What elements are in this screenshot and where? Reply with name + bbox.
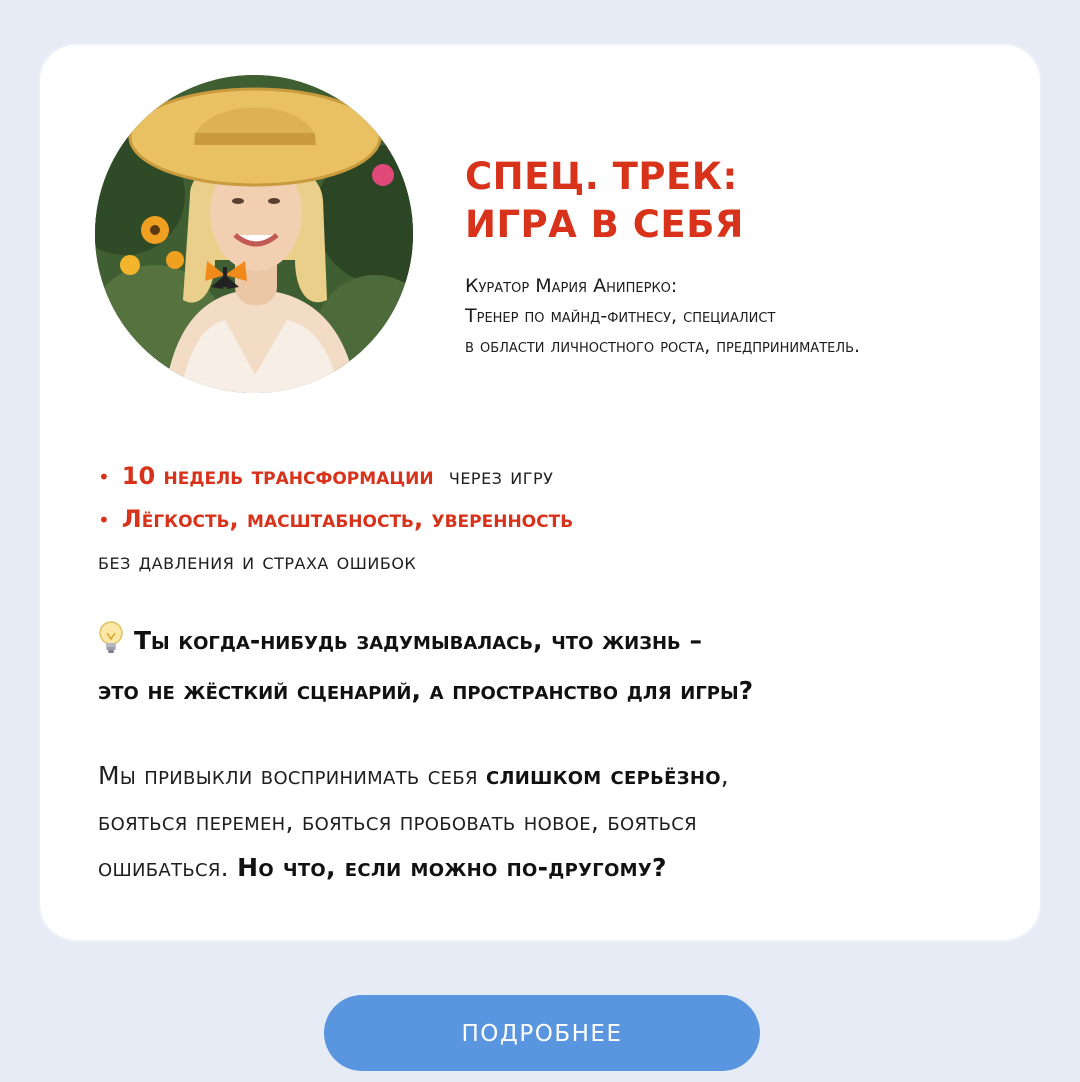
benefit-text: через игру — [448, 464, 554, 490]
paragraph-text: Мы привыкли воспринимать себя — [98, 761, 487, 790]
benefit-highlight: 10 недель трансформации — [121, 462, 434, 490]
curator-line-2: Тренер по майнд-фитнесу, специалист — [465, 305, 776, 327]
curator-line-3: в области личностного роста, предприниматель. — [465, 335, 861, 357]
benefit-item — [98, 498, 573, 541]
question-line-1 — [98, 619, 753, 669]
benefit-tail: без давления и страха ошибок — [98, 549, 417, 575]
track-title — [465, 153, 744, 249]
question-text-1: Ты когда-нибудь задумывалась, что жизнь – — [134, 626, 702, 655]
paragraph-line-3 — [98, 845, 729, 891]
curator-line-1: Куратор Мария Аниперко: — [465, 275, 678, 297]
track-title-line-2: ИГРА В СЕБЯ — [465, 203, 744, 246]
bullet-dot: • — [98, 508, 110, 532]
benefits-list — [98, 455, 573, 583]
curator-description — [465, 271, 860, 361]
paragraph-emphasis: слишком серьёзно — [486, 761, 721, 790]
paragraph-text: , — [720, 761, 730, 790]
benefit-highlight: Лёгкость, масштабность, уверенность — [121, 505, 574, 533]
paragraph-text: ошибаться. — [98, 853, 238, 882]
benefit-item — [98, 455, 573, 498]
curator-photo — [95, 75, 413, 393]
question-text-2: это не жёсткий сценарий, а пространство для игры? — [98, 676, 754, 705]
content-card — [40, 45, 1040, 940]
bullet-dot: • — [98, 465, 110, 489]
more-details-button[interactable]: ПОДРОБНЕЕ — [324, 995, 760, 1071]
track-title-line-1: СПЕЦ. ТРЕК: — [465, 155, 738, 198]
paragraph-line-1 — [98, 753, 729, 799]
intro-paragraph — [98, 753, 729, 891]
paragraph-line-2: бояться перемен, бояться пробовать новое, бояться — [98, 807, 697, 836]
paragraph-emphasis: Но что, если можно по-другому? — [237, 853, 667, 882]
question-block — [98, 619, 753, 713]
lightbulb-icon — [98, 621, 124, 669]
